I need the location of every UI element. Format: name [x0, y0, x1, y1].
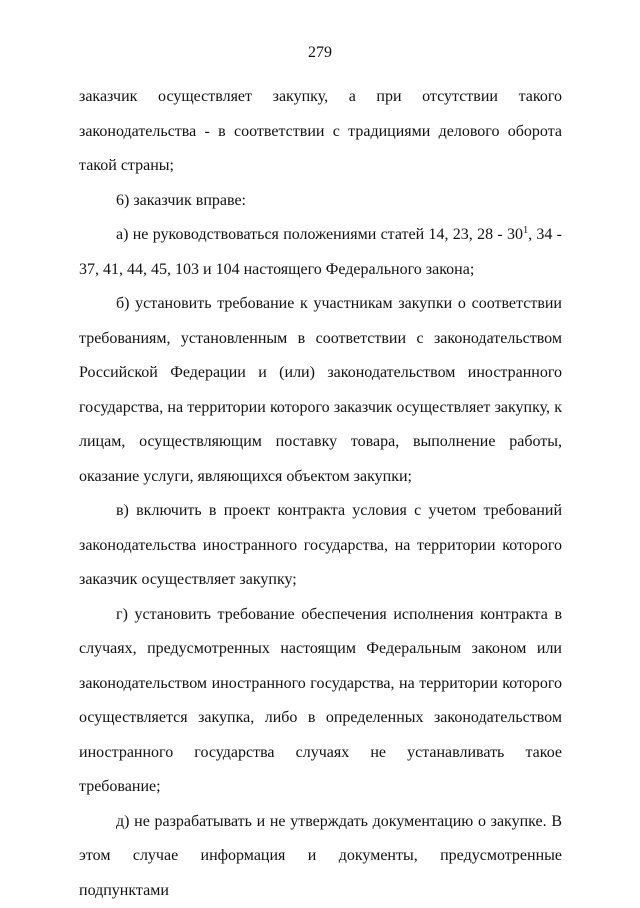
paragraph-item-v: в) включить в проект контракта условия с учетом требований законодательства иностранного государства, на территории которого заказчик осуществляет закупку;: [79, 494, 562, 598]
paragraph-item-a-text-after: , 34 - 37, 41, 44, 45, 103 и 104 настоящего Федерального закона;: [79, 226, 562, 278]
paragraph-item-g: г) установить требование обеспечения исполнения контракта в случаях, предусмотренных настоящим Федеральным законом или законодательством иностранного государства, на территории которого осуществляется закупка, либо в определенных законодательством иностранного государства случаях не устанавливать такое требование;: [79, 598, 562, 805]
document-body: [79, 80, 562, 908]
paragraph-item-6: 6) заказчик вправе:: [79, 184, 562, 219]
paragraph-item-a-text-before: а) не руководствоваться положениями статей 14, 23, 28 - 30: [116, 226, 523, 243]
paragraph-continuation: заказчик осуществляет закупку, а при отсутствии такого законодательства - в соответствии с традициями делового оборота такой страны;: [79, 80, 562, 184]
page-number: 279: [0, 43, 640, 63]
superscript-marker: 1: [523, 225, 528, 236]
paragraph-item-d: д) не разрабатывать и не утверждать документацию о закупке. В этом случае информация и документы, предусмотренные подпунктами: [79, 805, 562, 908]
paragraph-item-a: [79, 218, 562, 287]
paragraph-item-b: б) установить требование к участникам закупки о соответствии требованиям, установленным в соответствии с законодательством Российской Федерации и (или) законодательством иностранного государства, на территории которого заказчик осуществляет закупку, к лицам, осуществляющим поставку товара, выполнение работы, оказание услуги, являющихся объектом закупки;: [79, 287, 562, 494]
